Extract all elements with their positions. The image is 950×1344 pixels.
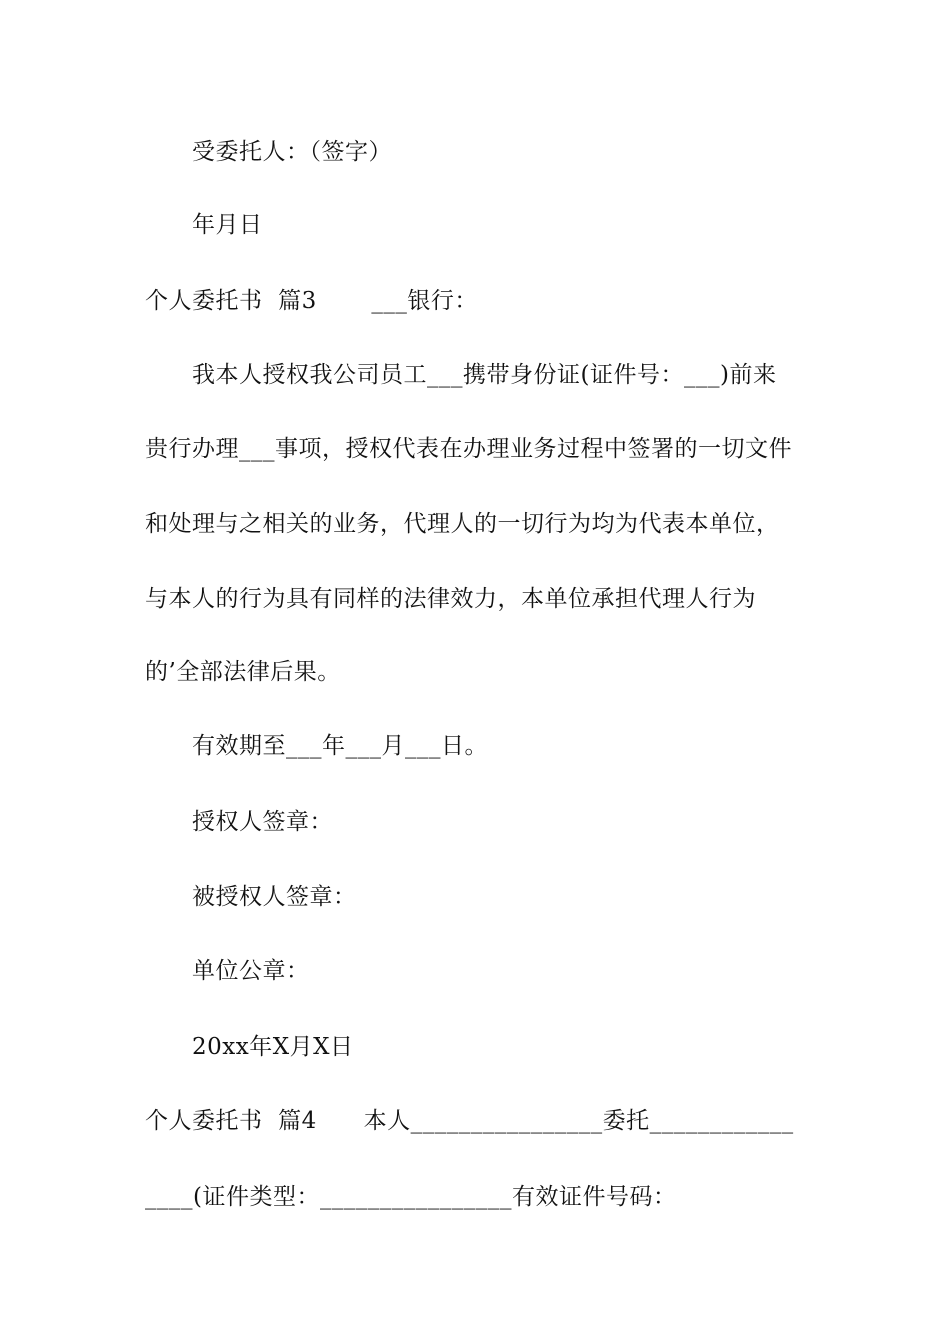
body-paragraph-line-4: 与本人的行为具有同样的法律效力，本单位承担代理人行为 — [145, 586, 756, 612]
company-seal-line: 单位公章： — [192, 958, 310, 984]
authorizer-signature-line: 授权人签章： — [192, 809, 333, 835]
body-paragraph-line-3: 和处理与之相关的业务，代理人的一切行为均为代表本单位， — [145, 511, 780, 537]
trustee-signature-line: 受委托人：（签字） — [192, 139, 392, 165]
body-paragraph-line-1: 我本人授权我公司员工___携带身份证(证件号：___)前来 — [192, 362, 777, 388]
authorized-signature-line: 被授权人签章： — [192, 884, 357, 910]
date-line: 年月日 — [192, 212, 263, 238]
validity-period-line: 有效期至___年___月___日。 — [192, 733, 488, 759]
section-heading-3: 个人委托书 篇3 ___银行： — [145, 288, 478, 314]
id-type-line: ____(证件类型：________________有效证件号码： — [145, 1184, 677, 1210]
body-paragraph-line-2: 贵行办理___事项，授权代表在办理业务过程中签署的一切文件 — [145, 436, 792, 462]
signed-date-line: 20xx年X月X日 — [192, 1034, 354, 1060]
body-paragraph-line-5: 的’全部法律后果。 — [145, 659, 341, 685]
section-heading-4: 个人委托书 篇4 本人________________委托____________ — [145, 1108, 794, 1134]
